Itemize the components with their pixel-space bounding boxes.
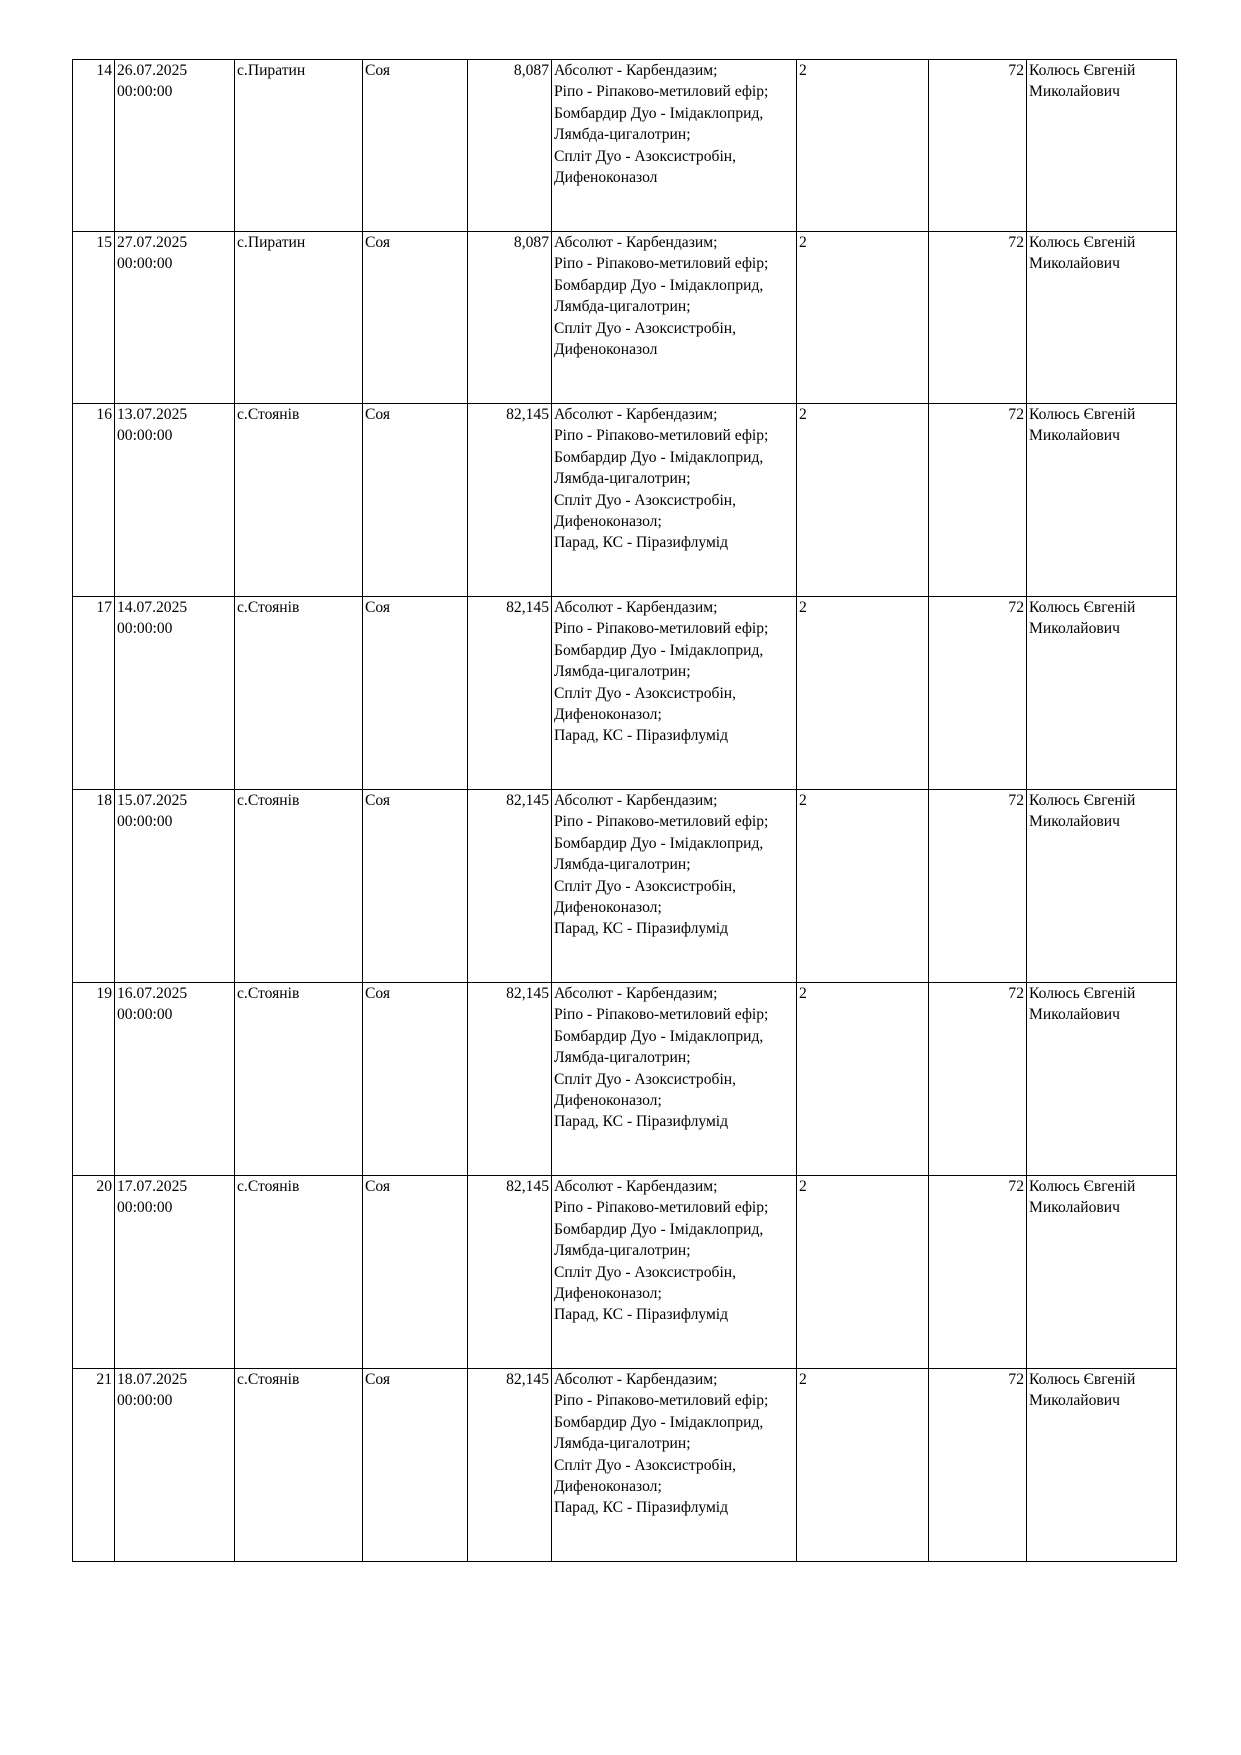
row-number-cell: 20: [73, 1176, 115, 1369]
treatment-table: [72, 59, 1177, 1562]
village-cell: с.Стоянів: [235, 597, 363, 790]
column-8-cell: 72: [929, 1176, 1027, 1369]
responsible-person-cell: Колюсь Євгеній Миколайович: [1027, 790, 1177, 983]
row-number-cell: 16: [73, 404, 115, 597]
row-number-cell: 15: [73, 232, 115, 404]
responsible-person-cell: Колюсь Євгеній Миколайович: [1027, 60, 1177, 232]
date-cell: 18.07.2025 00:00:00: [115, 1369, 235, 1562]
responsible-person-cell: Колюсь Євгеній Миколайович: [1027, 983, 1177, 1176]
column-8-cell: 72: [929, 1369, 1027, 1562]
table-row: [73, 983, 1177, 1176]
table-row: [73, 404, 1177, 597]
area-cell: 8,087: [468, 232, 552, 404]
village-cell: с.Стоянів: [235, 790, 363, 983]
village-cell: с.Стоянів: [235, 1176, 363, 1369]
area-cell: 82,145: [468, 1176, 552, 1369]
preparations-cell: Абсолют - Карбендазим; Ріпо - Ріпаково-метиловий ефір; Бомбардир Дуо - Імідаклоприд, Лямбда-цигалотрин; Спліт Дуо - Азоксистробін, Дифеноконазол; Парад, КС - Піразифлумід: [552, 404, 797, 597]
table-body: [73, 60, 1177, 1562]
responsible-person-cell: Колюсь Євгеній Миколайович: [1027, 232, 1177, 404]
row-number-cell: 18: [73, 790, 115, 983]
column-7-cell: 2: [797, 983, 929, 1176]
date-cell: 26.07.2025 00:00:00: [115, 60, 235, 232]
row-number-cell: 14: [73, 60, 115, 232]
crop-cell: Соя: [363, 1176, 468, 1369]
table-row: [73, 597, 1177, 790]
column-7-cell: 2: [797, 60, 929, 232]
preparations-cell: Абсолют - Карбендазим; Ріпо - Ріпаково-метиловий ефір; Бомбардир Дуо - Імідаклоприд, Лямбда-цигалотрин; Спліт Дуо - Азоксистробін, Дифеноконазол; Парад, КС - Піразифлумід: [552, 790, 797, 983]
preparations-cell: Абсолют - Карбендазим; Ріпо - Ріпаково-метиловий ефір; Бомбардир Дуо - Імідаклоприд, Лямбда-цигалотрин; Спліт Дуо - Азоксистробін, Дифеноконазол: [552, 60, 797, 232]
column-8-cell: 72: [929, 404, 1027, 597]
date-cell: 27.07.2025 00:00:00: [115, 232, 235, 404]
column-8-cell: 72: [929, 232, 1027, 404]
column-7-cell: 2: [797, 597, 929, 790]
area-cell: 82,145: [468, 1369, 552, 1562]
date-cell: 16.07.2025 00:00:00: [115, 983, 235, 1176]
table-row: [73, 790, 1177, 983]
crop-cell: Соя: [363, 597, 468, 790]
column-7-cell: 2: [797, 232, 929, 404]
date-cell: 14.07.2025 00:00:00: [115, 597, 235, 790]
village-cell: с.Стоянів: [235, 404, 363, 597]
column-8-cell: 72: [929, 597, 1027, 790]
village-cell: с.Стоянів: [235, 1369, 363, 1562]
area-cell: 82,145: [468, 790, 552, 983]
crop-cell: Соя: [363, 983, 468, 1176]
area-cell: 82,145: [468, 404, 552, 597]
preparations-cell: Абсолют - Карбендазим; Ріпо - Ріпаково-метиловий ефір; Бомбардир Дуо - Імідаклоприд, Лямбда-цигалотрин; Спліт Дуо - Азоксистробін, Дифеноконазол: [552, 232, 797, 404]
column-7-cell: 2: [797, 1369, 929, 1562]
column-7-cell: 2: [797, 404, 929, 597]
date-cell: 13.07.2025 00:00:00: [115, 404, 235, 597]
row-number-cell: 21: [73, 1369, 115, 1562]
crop-cell: Соя: [363, 404, 468, 597]
date-cell: 17.07.2025 00:00:00: [115, 1176, 235, 1369]
crop-cell: Соя: [363, 790, 468, 983]
column-7-cell: 2: [797, 1176, 929, 1369]
responsible-person-cell: Колюсь Євгеній Миколайович: [1027, 1176, 1177, 1369]
area-cell: 82,145: [468, 983, 552, 1176]
crop-cell: Соя: [363, 1369, 468, 1562]
table-row: [73, 60, 1177, 232]
preparations-cell: Абсолют - Карбендазим; Ріпо - Ріпаково-метиловий ефір; Бомбардир Дуо - Імідаклоприд, Лямбда-цигалотрин; Спліт Дуо - Азоксистробін, Дифеноконазол; Парад, КС - Піразифлумід: [552, 983, 797, 1176]
village-cell: с.Пиратин: [235, 232, 363, 404]
preparations-cell: Абсолют - Карбендазим; Ріпо - Ріпаково-метиловий ефір; Бомбардир Дуо - Імідаклоприд, Лямбда-цигалотрин; Спліт Дуо - Азоксистробін, Дифеноконазол; Парад, КС - Піразифлумід: [552, 597, 797, 790]
crop-cell: Соя: [363, 232, 468, 404]
responsible-person-cell: Колюсь Євгеній Миколайович: [1027, 597, 1177, 790]
row-number-cell: 19: [73, 983, 115, 1176]
crop-cell: Соя: [363, 60, 468, 232]
column-8-cell: 72: [929, 790, 1027, 983]
column-8-cell: 72: [929, 60, 1027, 232]
table-row: [73, 232, 1177, 404]
responsible-person-cell: Колюсь Євгеній Миколайович: [1027, 1369, 1177, 1562]
table-row: [73, 1176, 1177, 1369]
column-8-cell: 72: [929, 983, 1027, 1176]
row-number-cell: 17: [73, 597, 115, 790]
column-7-cell: 2: [797, 790, 929, 983]
preparations-cell: Абсолют - Карбендазим; Ріпо - Ріпаково-метиловий ефір; Бомбардир Дуо - Імідаклоприд, Лямбда-цигалотрин; Спліт Дуо - Азоксистробін, Дифеноконазол; Парад, КС - Піразифлумід: [552, 1176, 797, 1369]
preparations-cell: Абсолют - Карбендазим; Ріпо - Ріпаково-метиловий ефір; Бомбардир Дуо - Імідаклоприд, Лямбда-цигалотрин; Спліт Дуо - Азоксистробін, Дифеноконазол; Парад, КС - Піразифлумід: [552, 1369, 797, 1562]
area-cell: 8,087: [468, 60, 552, 232]
village-cell: с.Пиратин: [235, 60, 363, 232]
village-cell: с.Стоянів: [235, 983, 363, 1176]
table-row: [73, 1369, 1177, 1562]
responsible-person-cell: Колюсь Євгеній Миколайович: [1027, 404, 1177, 597]
area-cell: 82,145: [468, 597, 552, 790]
date-cell: 15.07.2025 00:00:00: [115, 790, 235, 983]
